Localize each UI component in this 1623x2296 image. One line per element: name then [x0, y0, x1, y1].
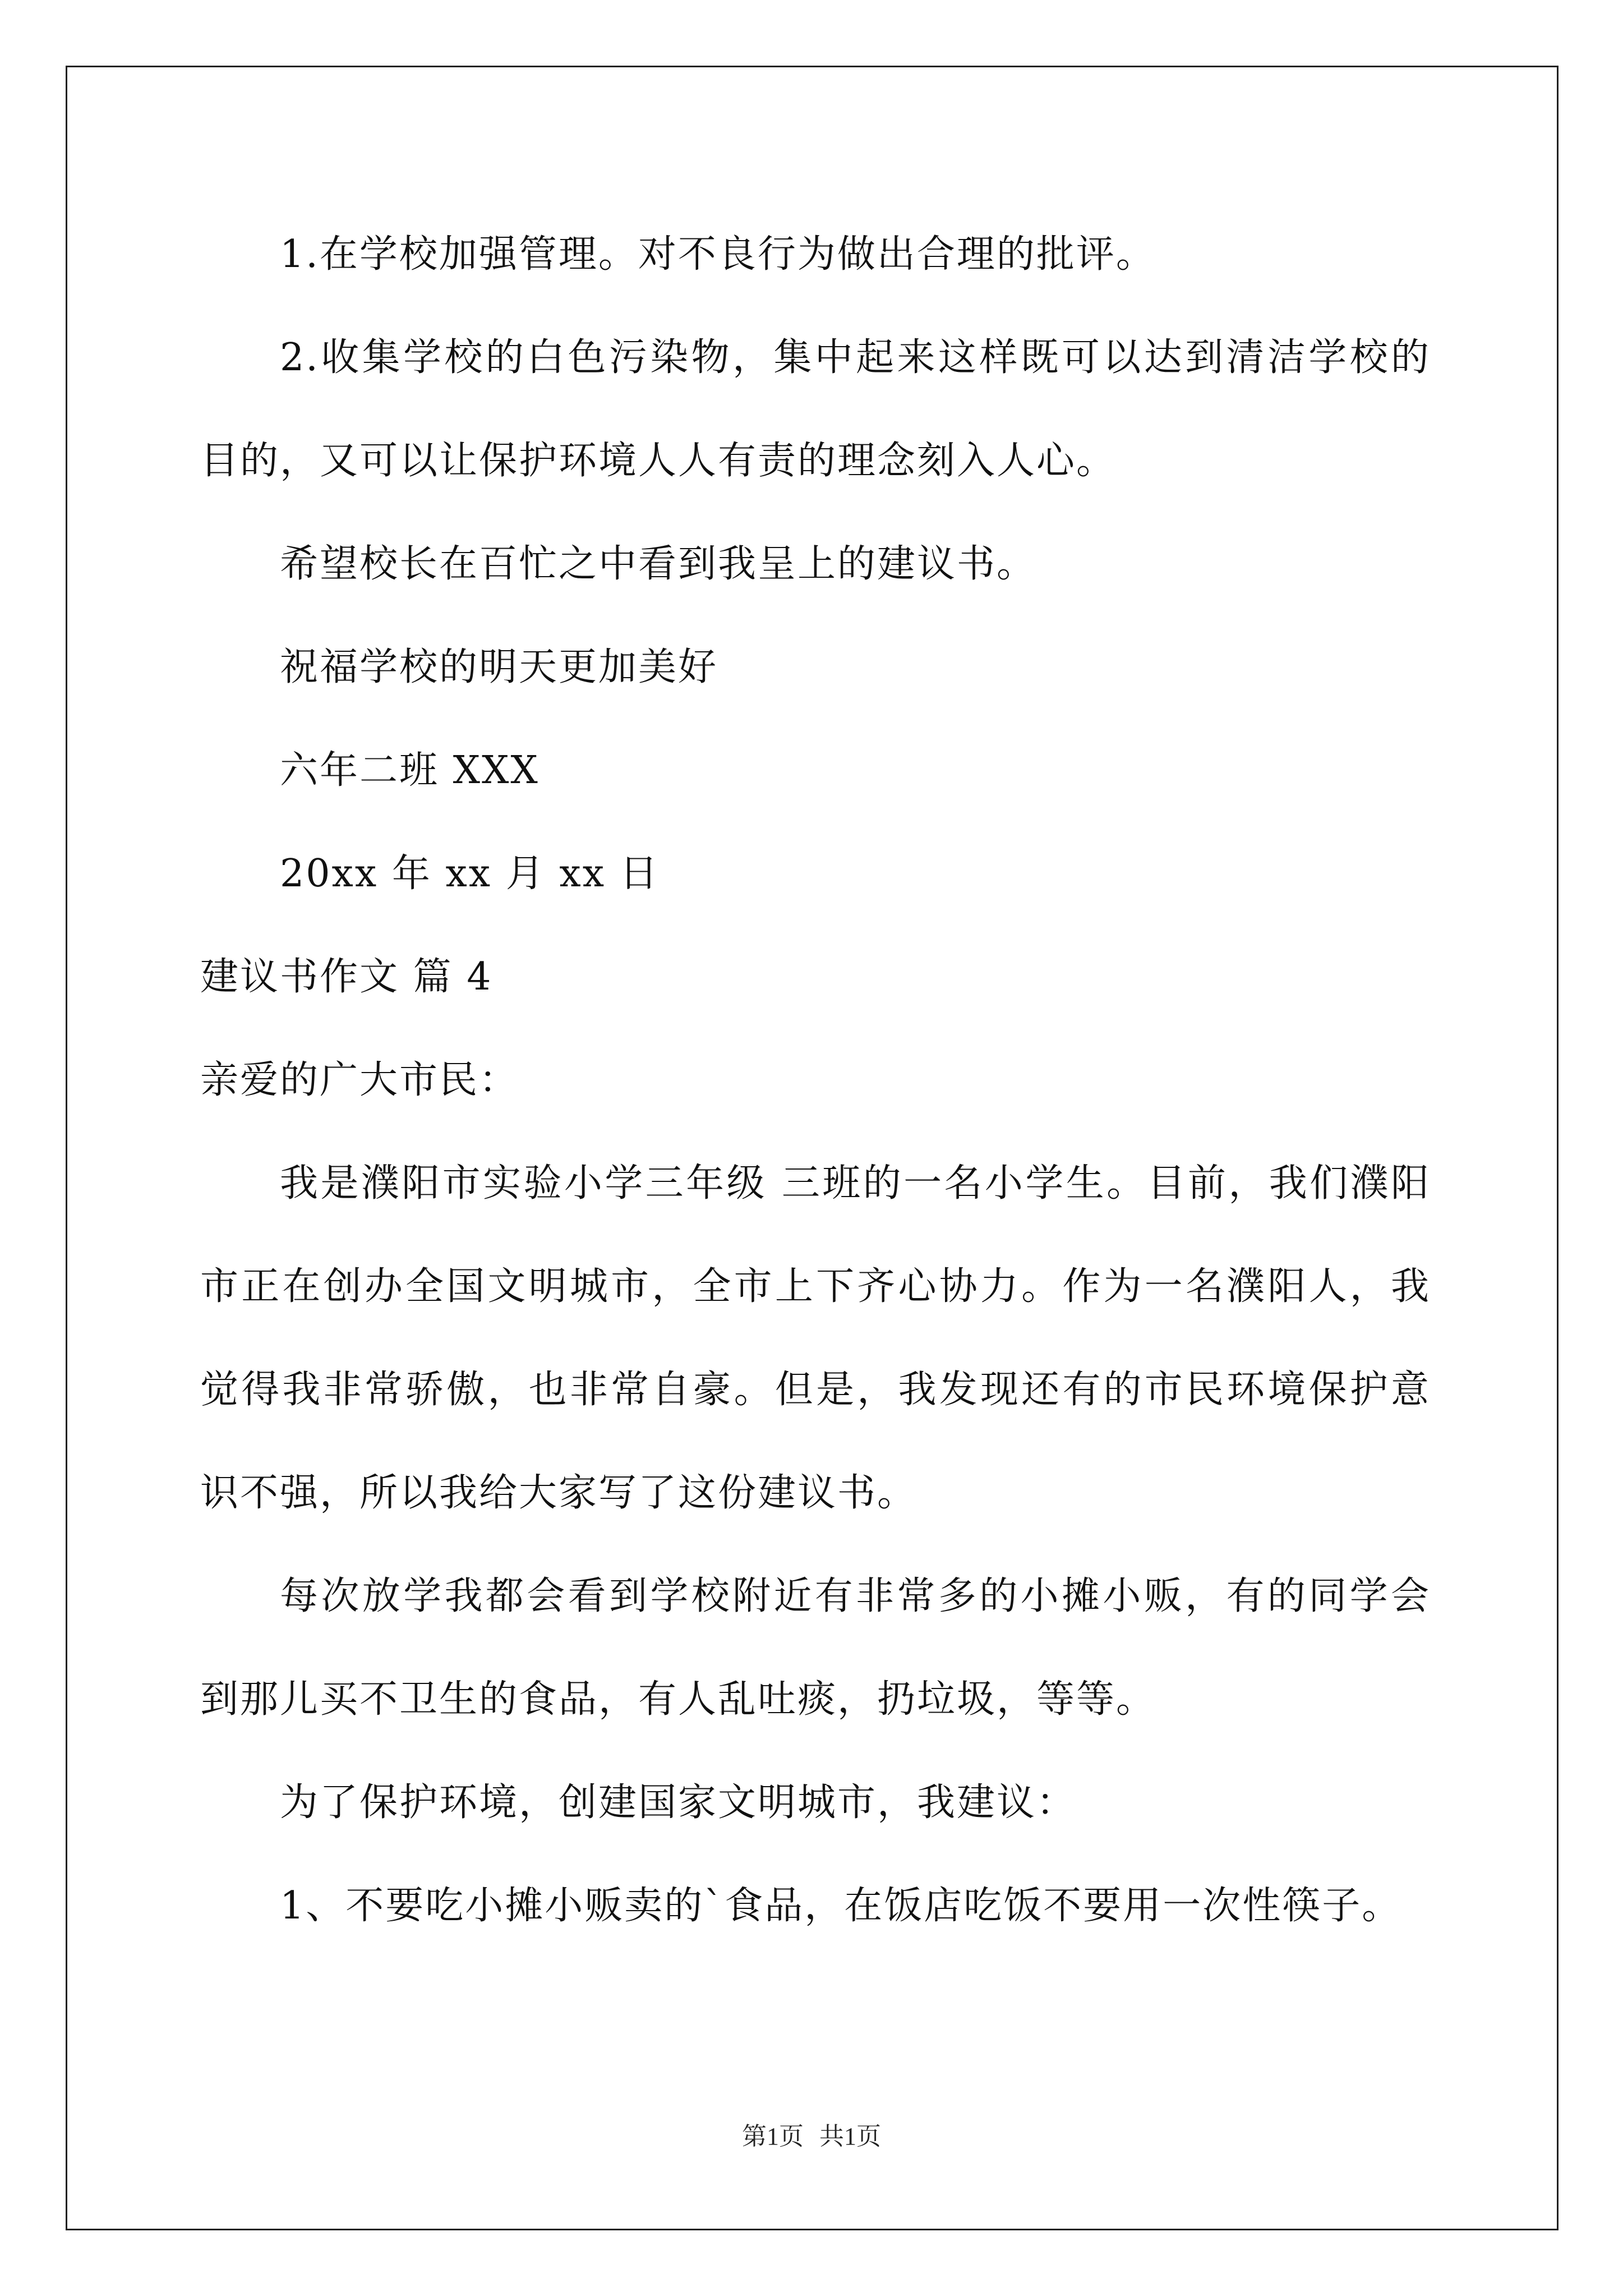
paragraph-line: 每次放学我都会看到学校附近有非常多的小摊小贩，有的同学会 — [280, 1574, 1431, 1618]
paragraph-line: 目的，又可以让保护环境人人有责的理念刻入人心。 — [200, 439, 1117, 483]
paragraph-line: 希望校长在百忙之中看到我呈上的建议书。 — [280, 542, 1037, 586]
paragraph-line: 市正在创办全国文明城市，全市上下齐心协力。作为一名濮阳人，我 — [200, 1264, 1431, 1309]
page-footer — [0, 2116, 1623, 2152]
paragraph-line: 识不强，所以我给大家写了这份建议书。 — [200, 1471, 917, 1515]
paragraph-line: 祝福学校的明天更加美好 — [280, 645, 718, 689]
document-body — [200, 0, 1434, 2296]
salutation: 亲爱的广大市民： — [200, 1058, 519, 1102]
page-number: 第1页 — [742, 2123, 804, 2150]
paragraph-line: 我是濮阳市实验小学三年级 三班的一名小学生。目前，我们濮阳 — [280, 1161, 1431, 1205]
paragraph-line: 为了保护环境，创建国家文明城市，我建议： — [280, 1780, 1077, 1825]
paragraph-line: 1.在学校加强管理。对不良行为做出合理的批评。 — [280, 232, 1156, 277]
section-heading: 建议书作文 篇 4 — [200, 955, 493, 999]
paragraph-line: 1、不要吃小摊小贩卖的`食品，在饭店吃饭不要用一次性筷子。 — [280, 1884, 1402, 1928]
paragraph-line: 到那儿买不卫生的食品，有人乱吐痰，扔垃圾，等等。 — [200, 1677, 1156, 1722]
date-line: 20xx 年 xx 月 xx 日 — [280, 852, 660, 896]
paragraph-line: 觉得我非常骄傲，也非常自豪。但是，我发现还有的市民环境保护意 — [200, 1368, 1431, 1412]
paragraph-line: 2.收集学校的白色污染物，集中起来这样既可以达到清洁学校的 — [280, 335, 1431, 380]
signature-line: 六年二班 XXX — [280, 748, 540, 793]
page-total: 共1页 — [819, 2123, 881, 2150]
